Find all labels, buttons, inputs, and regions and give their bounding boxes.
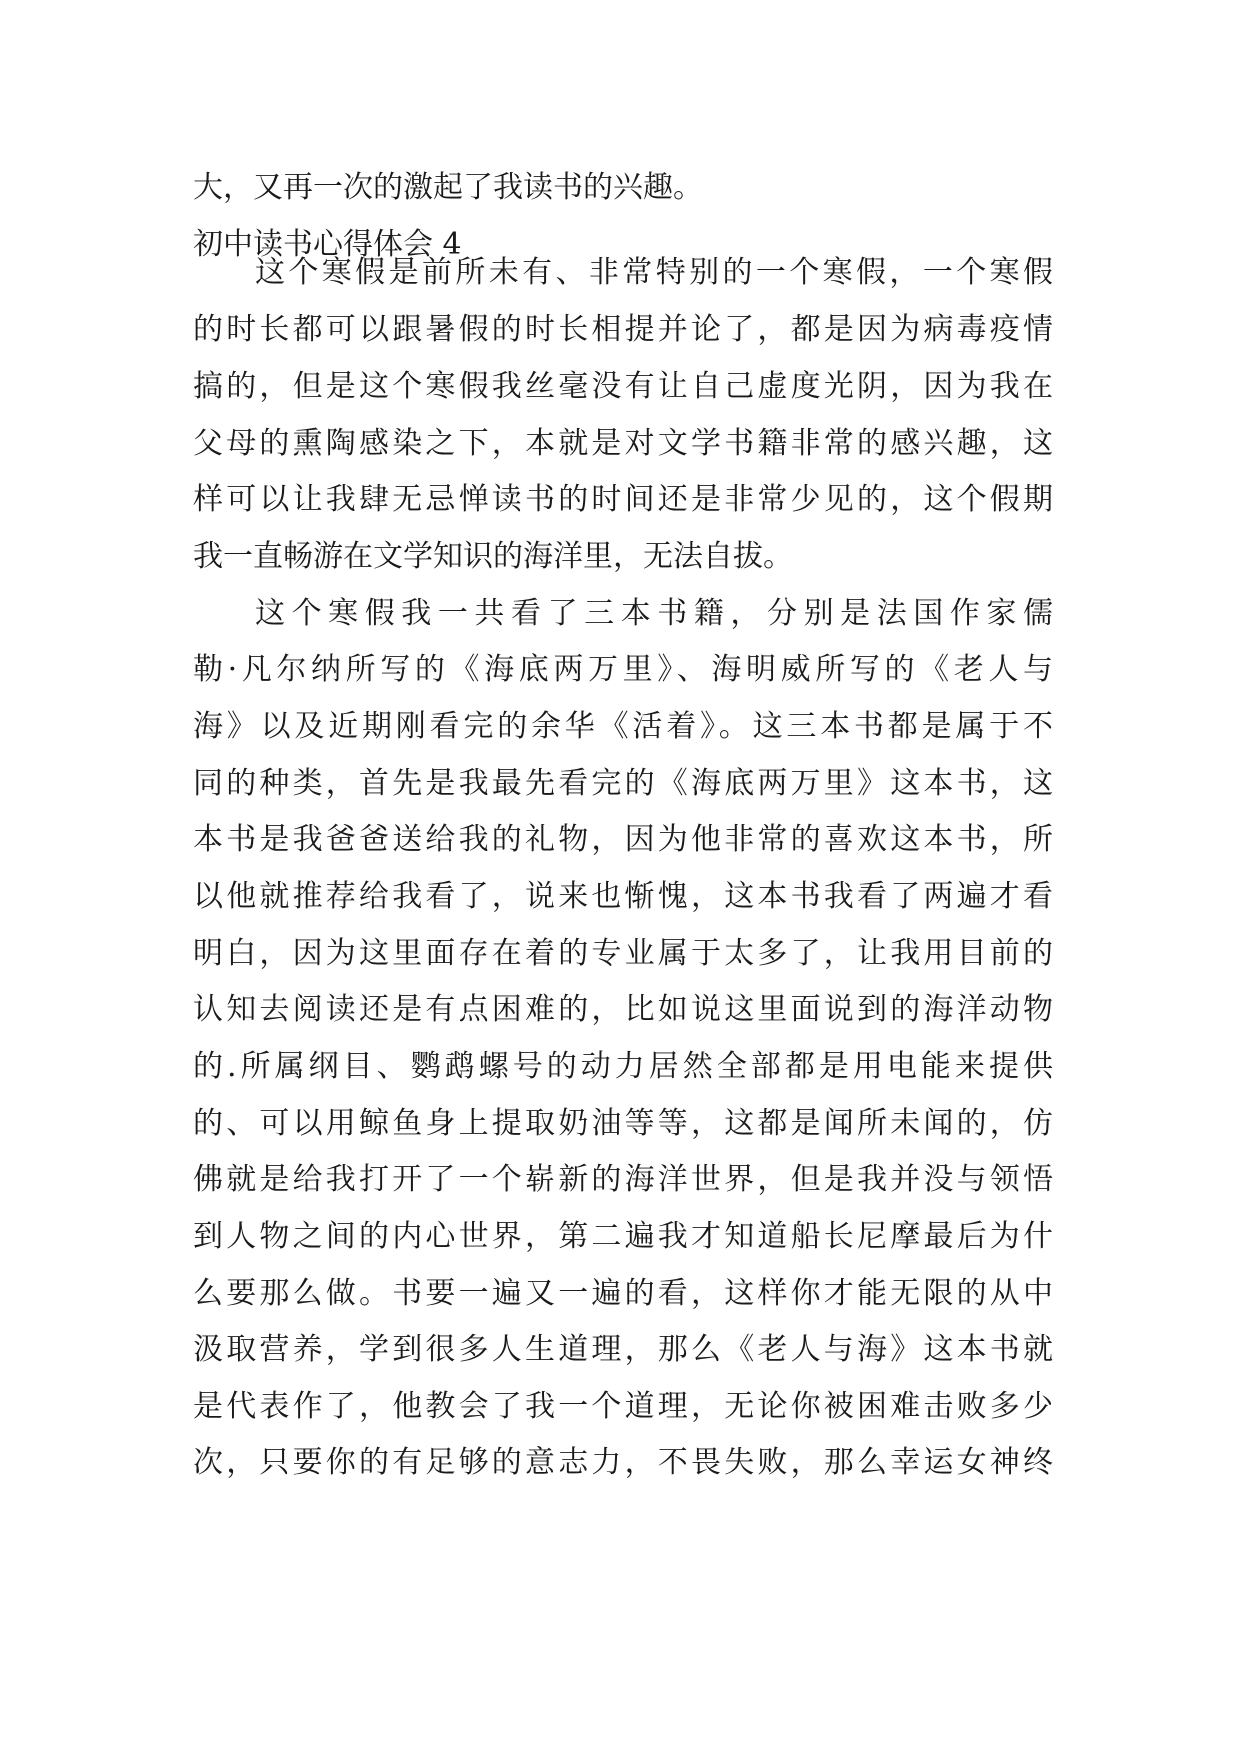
paragraph-line-end: 大，又再一次的激起了我读书的兴趣。 [193, 170, 703, 205]
paragraph-line: 明白，因为这里面存在着的专业属于太多了，让我用目前的 [193, 936, 1053, 971]
paragraph-line: 我一直畅游在文学知识的海洋里，无法自拔。 [193, 539, 793, 574]
paragraph-line: 的时长都可以跟暑假的时长相提并论了，都是因为病毒疫情 [193, 312, 1053, 347]
paragraph-line: 佛就是给我打开了一个崭新的海洋世界，但是我并没与领悟 [193, 1162, 1053, 1197]
paragraph-line: 到人物之间的内心世界，第二遍我才知道船长尼摩最后为什 [193, 1219, 1053, 1254]
paragraph-line: 勒·凡尔纳所写的《海底两万里》、海明威所写的《老人与 [193, 652, 1053, 687]
section-heading: 初中读书心得体会 4 [193, 227, 462, 262]
paragraph-line: 的、可以用鲸鱼身上提取奶油等等，这都是闻所未闻的，仿 [193, 1106, 1053, 1141]
paragraph-line: 搞的，但是这个寒假我丝毫没有让自己虚度光阴，因为我在 [193, 369, 1053, 404]
paragraph-line: 汲取营养，学到很多人生道理，那么《老人与海》这本书就 [193, 1332, 1053, 1367]
paragraph-line: 这个寒假是前所未有、非常特别的一个寒假，一个寒假 [255, 255, 1053, 290]
paragraph-line: 次，只要你的有足够的意志力，不畏失败，那么幸运女神终 [193, 1445, 1053, 1480]
paragraph-line: 以他就推荐给我看了，说来也惭愧，这本书我看了两遍才看 [193, 879, 1053, 914]
paragraph-line: 本书是我爸爸送给我的礼物，因为他非常的喜欢这本书，所 [193, 822, 1053, 857]
paragraph-line: 样可以让我肆无忌惮读书的时间还是非常少见的，这个假期 [193, 482, 1053, 517]
paragraph-line: 的.所属纲目、鹦鹉螺号的动力居然全部都是用电能来提供 [193, 1049, 1053, 1084]
paragraph-line: 海》以及近期刚看完的余华《活着》。这三本书都是属于不 [193, 709, 1053, 744]
paragraph-line: 是代表作了，他教会了我一个道理，无论你被困难击败多少 [193, 1389, 1053, 1424]
paragraph-line: 认知去阅读还是有点困难的，比如说这里面说到的海洋动物 [193, 992, 1053, 1027]
paragraph-line: 这个寒假我一共看了三本书籍，分别是法国作家儒 [255, 596, 1053, 631]
paragraph-line: 父母的熏陶感染之下，本就是对文学书籍非常的感兴趣，这 [193, 426, 1053, 461]
paragraph-line: 么要那么做。书要一遍又一遍的看，这样你才能无限的从中 [193, 1276, 1053, 1311]
paragraph-line: 同的种类，首先是我最先看完的《海底两万里》这本书，这 [193, 766, 1053, 801]
